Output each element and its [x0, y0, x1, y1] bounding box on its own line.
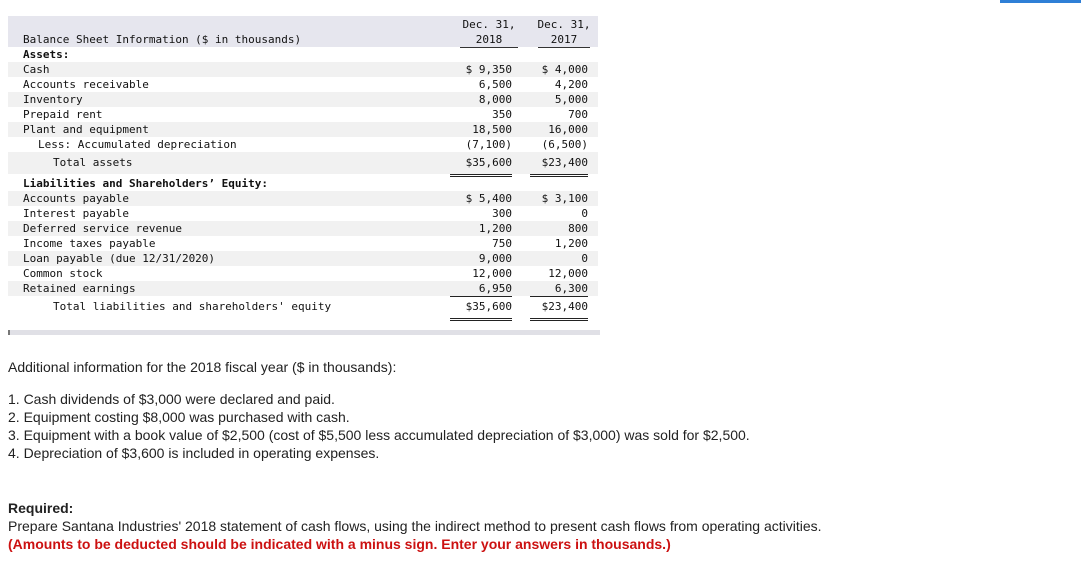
table-row: Common stock 12,000 12,000 — [23, 267, 588, 280]
required-title: Required: — [8, 500, 74, 516]
col-header-2018: Dec. 31, 2018 — [452, 17, 526, 48]
liabilities-heading: Liabilities and Shareholders’ Equity: — [23, 177, 269, 190]
required-section — [8, 499, 822, 553]
table-row: Deferred service revenue 1,200 800 — [8, 221, 598, 236]
table-row: Plant and equipment 18,500 16,000 — [8, 122, 598, 137]
table-row: Accounts payable $ 5,400 $ 3,100 — [8, 191, 598, 206]
table-row: Income taxes payable 750 1,200 — [23, 237, 588, 250]
table-row: Less: Accumulated depreciation (7,100) (6,500) — [38, 138, 588, 151]
required-text: Prepare Santana Industries' 2018 statement of cash flows, using the indirect method to present cash flows from operating activities. — [8, 518, 822, 534]
list-item: 1. Cash dividends of $3,000 were declared and paid. — [8, 391, 335, 407]
info-intro: Additional information for the 2018 fiscal year ($ in thousands): — [8, 359, 397, 375]
table-row: Cash $ 9,350 $ 4,000 — [8, 62, 598, 77]
list-item: 2. Equipment costing $8,000 was purchased with cash. — [8, 409, 350, 425]
table-row: Prepaid rent 350 700 — [23, 108, 588, 121]
table-row: Retained earnings 6,950 6,300 — [8, 281, 598, 296]
liabilities-heading-row — [8, 176, 598, 191]
balance-sheet-table — [8, 16, 598, 318]
table-header-row — [8, 16, 598, 47]
additional-info — [8, 358, 750, 462]
assets-heading-row — [8, 47, 598, 62]
list-item: 3. Equipment with a book value of $2,500 (cost of $5,500 less accumulated depreciation of $3,000) was sold for $2,500. — [8, 427, 750, 443]
table-row: Accounts receivable 6,500 4,200 — [23, 78, 588, 91]
table-row: Loan payable (due 12/31/2020) 9,000 0 — [8, 251, 598, 266]
list-item: 4. Depreciation of $3,600 is included in operating expenses. — [8, 445, 380, 461]
table-row: Inventory 8,000 5,000 — [8, 92, 598, 107]
top-accent-bar — [1000, 0, 1081, 3]
total-liabilities-row: Total liabilities and shareholders' equity $35,600 $23,400 — [8, 296, 598, 318]
total-assets-row: Total assets $35,600 $23,400 — [8, 152, 598, 174]
info-list — [8, 390, 750, 462]
sheet-title: Balance Sheet Information ($ in thousands) — [23, 33, 302, 46]
assets-heading: Assets: — [23, 48, 70, 61]
col-header-2017: Dec. 31, 2017 — [537, 18, 591, 46]
table-bottom-bar — [8, 330, 600, 335]
table-row: Interest payable 300 0 — [23, 207, 588, 220]
required-note: (Amounts to be deducted should be indicated with a minus sign. Enter your answers in thousands.) — [8, 536, 671, 552]
